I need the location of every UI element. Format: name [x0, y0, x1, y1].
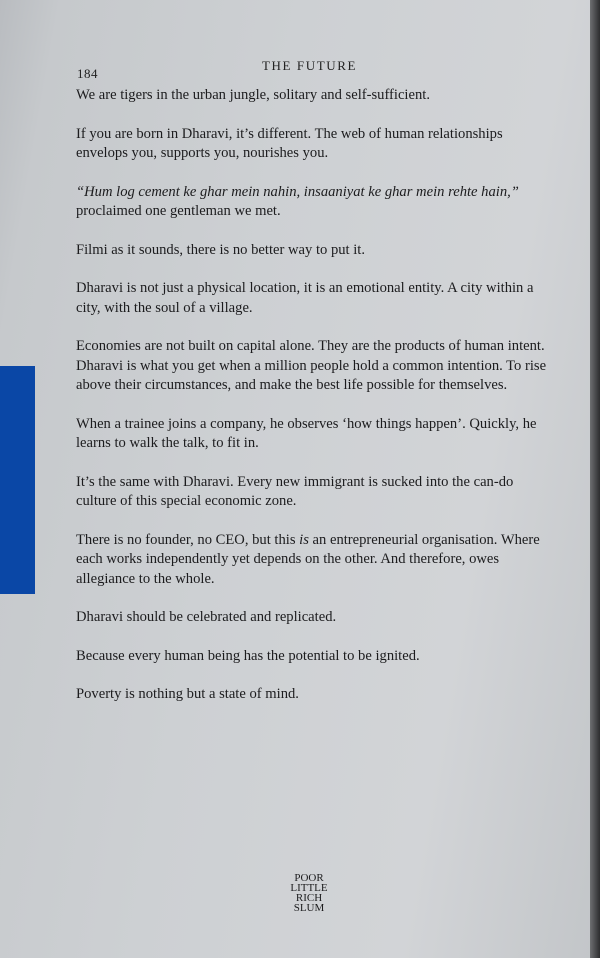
page-edge-shadow	[590, 0, 600, 958]
body-text	[76, 86, 554, 724]
page-number: 184	[77, 66, 98, 81]
book-logo	[284, 873, 334, 913]
quote-attribution: proclaimed one gentleman we met.	[76, 203, 281, 219]
paragraph-12: Poverty is nothing but a state of mind.	[76, 686, 299, 702]
logo-line: POOR	[294, 872, 324, 884]
paragraph-4: Filmi as it sounds, there is no better way to put it.	[76, 241, 366, 258]
paragraph-1: We are tigers in the urban jungle, solitary and self-sufficient.	[76, 87, 430, 103]
paragraph-11: Because every human being has the potential to be ignited.	[76, 647, 420, 664]
logo-line: SLUM	[293, 902, 325, 914]
paragraph-9-end: an entrepreneurial organisation. Where each works independently yet depends on the other. And therefore, owes allegiance to the whole.	[76, 531, 540, 587]
paragraph-7: When a trainee joins a company, he observes ‘how things happen’. Quickly, he learns to walk the talk, to fit in.	[76, 415, 537, 451]
paragraph-2: If you are born in Dharavi, it’s different. The web of human relationships envelops you, supports you, nourishes you.	[76, 125, 503, 161]
paragraph-9	[76, 531, 554, 590]
paragraph-10: Dharavi should be celebrated and replicated.	[76, 609, 337, 625]
paragraph-5: Dharavi is not just a physical location, it is an emotional entity. A city within a city, with the soul of a village.	[76, 280, 534, 316]
logo-line: RICH	[295, 892, 323, 904]
paragraph-6: Economies are not built on capital alone. They are the products of human intent. Dharavi is what you get when a million people hold a common intention. To rise above their circumstances, and make the best life possible for themselves.	[76, 338, 547, 393]
paragraph-8: It’s the same with Dharavi. Every new immigrant is sucked into the can-do culture of this special economic zone.	[76, 473, 514, 509]
hindi-quote: “Hum log cement ke ghar mein nahin, insaaniyat ke ghar mein rehte hain,”	[76, 183, 519, 200]
running-head: THE FUTURE	[262, 58, 358, 73]
blue-bookmark-tab	[0, 366, 35, 594]
paragraph-9-start: There is no founder, no CEO, but this	[76, 531, 300, 548]
emphasis-is: is	[299, 531, 309, 548]
logo-line: LITTLE	[290, 882, 328, 894]
paragraph-3	[76, 183, 554, 222]
